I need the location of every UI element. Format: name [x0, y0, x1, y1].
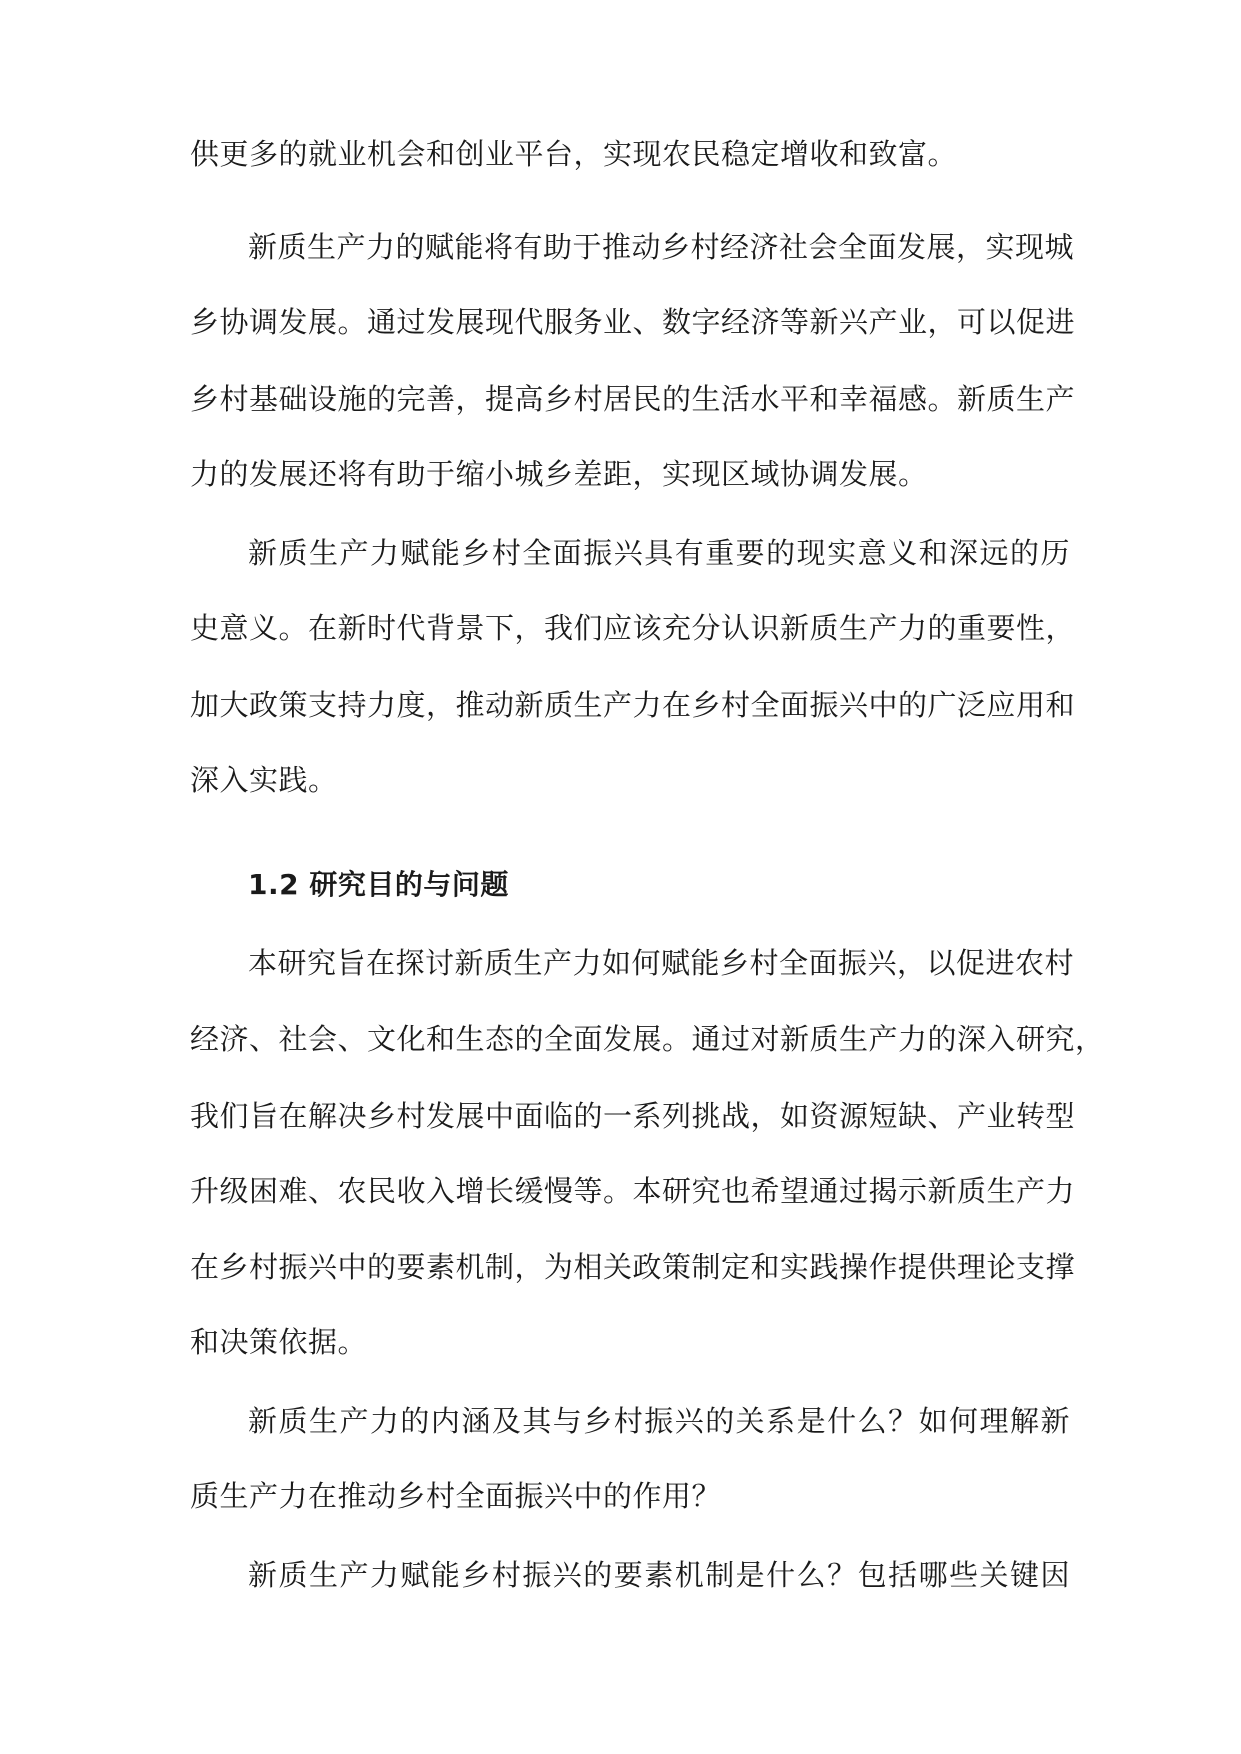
text-line: 新质生产力赋能乡村振兴的要素机制是什么？包括哪些关键因 [248, 1558, 1070, 1592]
text-line: 经济、社会、文化和生态的全面发展。通过对新质生产力的深入研究， [190, 1022, 1105, 1056]
text-line: 升级困难、农民收入增长缓慢等。本研究也希望通过揭示新质生产力 [190, 1174, 1076, 1208]
text-line: 史意义。在新时代背景下，我们应该充分认识新质生产力的重要性， [190, 611, 1076, 645]
text-line: 力的发展还将有助于缩小城乡差距，实现区域协调发展。 [190, 457, 928, 491]
text-line: 加大政策支持力度，推动新质生产力在乡村全面振兴中的广泛应用和 [190, 688, 1076, 722]
text-line: 和决策依据。 [190, 1325, 368, 1359]
text-line: 质生产力在推动乡村全面振兴中的作用？ [190, 1479, 722, 1513]
text-line: 我们旨在解决乡村发展中面临的一系列挑战，如资源短缺、产业转型 [190, 1099, 1076, 1133]
text-line: 深入实践。 [190, 763, 338, 797]
text-line: 乡协调发展。通过发展现代服务业、数字经济等新兴产业，可以促进 [190, 305, 1076, 339]
section-heading: 1.2 研究目的与问题 [248, 868, 509, 901]
text-line: 新质生产力的赋能将有助于推动乡村经济社会全面发展，实现城 [248, 230, 1075, 264]
text-line: 新质生产力的内涵及其与乡村振兴的关系是什么？如何理解新 [248, 1404, 1070, 1438]
text-line: 新质生产力赋能乡村全面振兴具有重要的现实意义和深远的历 [248, 536, 1070, 570]
text-line: 乡村基础设施的完善，提高乡村居民的生活水平和幸福感。新质生产 [190, 382, 1076, 416]
text-line: 在乡村振兴中的要素机制，为相关政策制定和实践操作提供理论支撑 [190, 1250, 1076, 1284]
text-line: 本研究旨在探讨新质生产力如何赋能乡村全面振兴，以促进农村 [248, 946, 1075, 980]
text-line: 供更多的就业机会和创业平台，实现农民稳定增收和致富。 [190, 137, 958, 171]
